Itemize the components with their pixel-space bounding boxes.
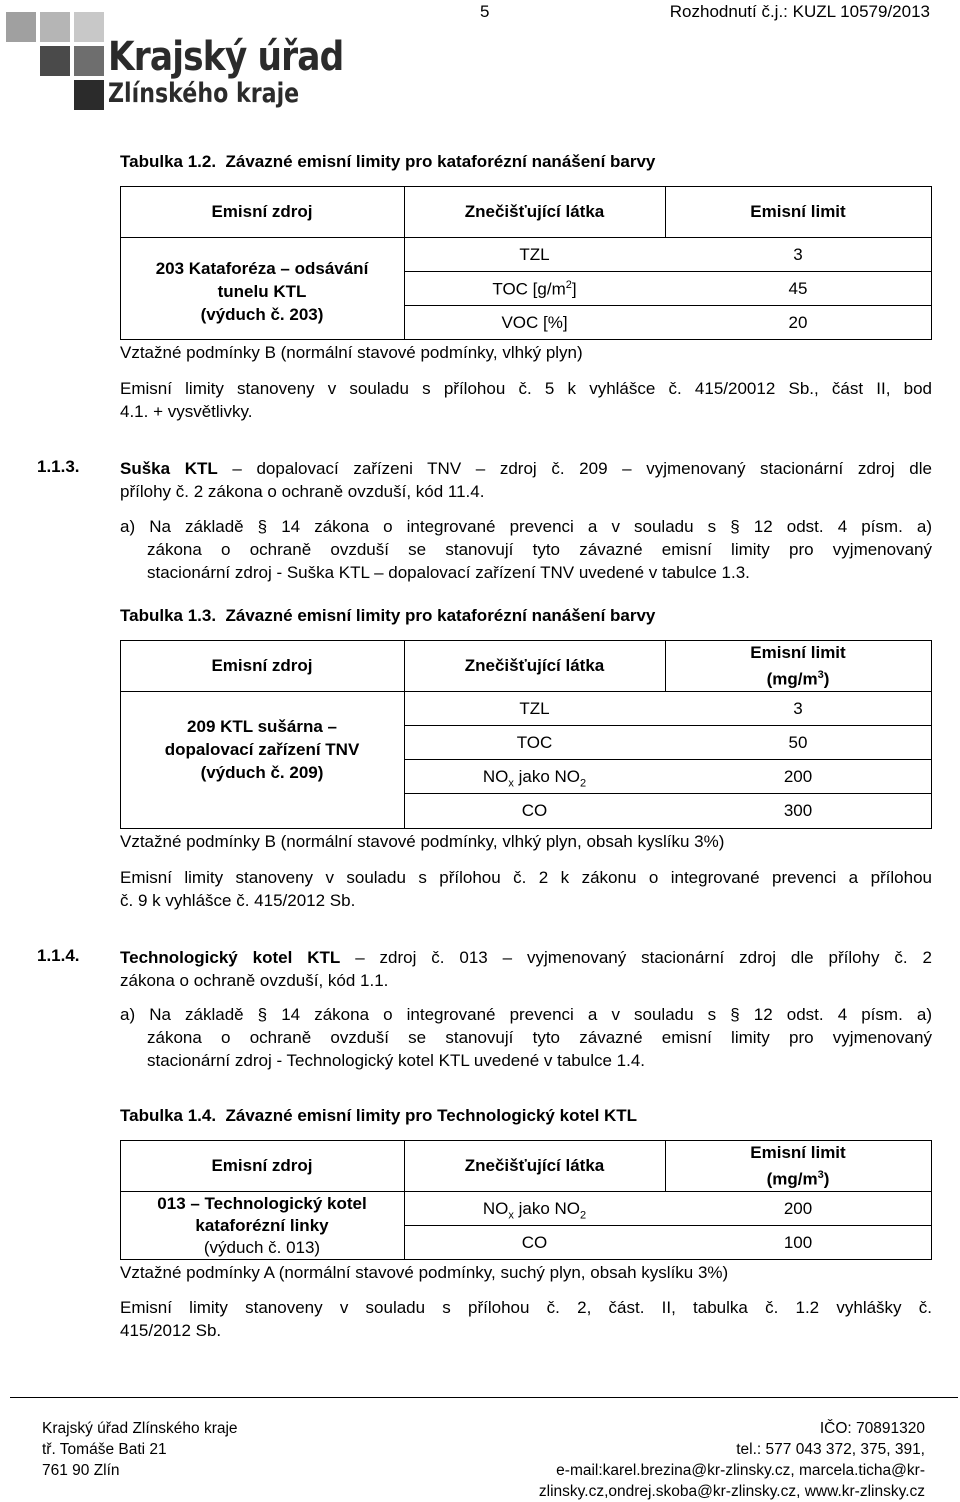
logo-square-icon bbox=[40, 46, 70, 76]
table-note: Emisní limity stanoveny v souladu s přílohou č. 5 k vyhlášce č. 415/20012 Sb., část II, bod 4.1. + vysvětlivky. bbox=[120, 379, 932, 421]
limit-cell: 20 bbox=[788, 313, 808, 332]
pollutant-cell: CO bbox=[521, 801, 548, 820]
footer-divider bbox=[10, 1397, 958, 1398]
table-caption: Tabulka 1.3. Závazné emisní limity pro kataforézní nanášení barvy bbox=[120, 606, 656, 625]
section-number: 1.1.3. bbox=[37, 457, 80, 476]
reference-conditions: Vztažné podmínky B (normální stavové podmínky, vlhký plyn) bbox=[120, 343, 583, 362]
column-header-source: Emisní zdroj bbox=[211, 656, 313, 675]
emission-source: 203 Kataforéza – odsávání tunelu KTL (výduch č. 203) bbox=[155, 259, 369, 324]
paragraph: a) Na základě § 14 zákona o integrované prevenci a v souladu s § 12 odst. 4 písm. a) zákona o ochraně ovzduší se stanovují tyto závazné emisní limity pro vyjmenovaný stacionární zdroj - Suška KTL – dopalovací zařízení TNV uvedené v tabulce 1.3. bbox=[120, 517, 932, 582]
paragraph: a) Na základě § 14 zákona o integrované prevenci a v souladu s § 12 odst. 4 písm. a) zákona o ochraně ovzduší se stanovují tyto závazné emisní limity pro vyjmenovaný stacionární zdroj - Technologický kotel KTL uvedené v tabulce 1.4. bbox=[120, 1005, 932, 1070]
table-caption: Tabulka 1.4. Závazné emisní limity pro Technologický kotel KTL bbox=[120, 1106, 638, 1125]
footer-address: Krajský úřad Zlínského kraje tř. Tomáše Bati 21 761 90 Zlín bbox=[42, 1420, 238, 1479]
logo-square-icon bbox=[6, 12, 36, 42]
logo-title: Krajský úřad bbox=[108, 34, 344, 80]
reference-conditions: Vztažné podmínky A (normální stavové podmínky, suchý plyn, obsah kyslíku 3%) bbox=[120, 1263, 729, 1282]
section-number: 1.1.4. bbox=[37, 946, 80, 965]
table-note: Emisní limity stanoveny v souladu s přílohou č. 2, část. II, tabulka č. 1.2 vyhlášky č. 415/2012 Sb. bbox=[120, 1298, 932, 1340]
document-reference: Rozhodnutí č.j.: KUZL 10579/2013 bbox=[669, 2, 930, 21]
column-header-pollutant: Znečišťující látka bbox=[464, 1156, 605, 1175]
section-heading: Technologický kotel KTL – zdroj č. 013 – vyjmenovaný stacionární zdroj dle přílohy č. 2 zákona o ochraně ovzduší, kód 1.1. bbox=[120, 948, 932, 990]
column-header-source: Emisní zdroj bbox=[211, 202, 313, 221]
limit-cell: 200 bbox=[783, 767, 813, 786]
table-note: Emisní limity stanoveny v souladu s přílohou č. 2 k zákonu o integrované prevenci a přílohou č. 9 k vyhlášce č. 415/2012 Sb. bbox=[120, 868, 932, 910]
table-caption: Tabulka 1.2. Závazné emisní limity pro kataforézní nanášení barvy bbox=[120, 152, 656, 171]
logo-square-icon bbox=[74, 46, 104, 76]
footer-contact: IČO: 70891320 tel.: 577 043 372, 375, 391, e-mail:karel.brezina@kr-zlinsky.cz, marcela.ticha@kr- zlinsky.cz,ondrej.skoba@kr-zlinsky.cz, www.kr-zlinsky.cz bbox=[538, 1420, 925, 1500]
limit-cell: 300 bbox=[783, 801, 813, 820]
column-header-limit: Emisní limit bbox=[750, 202, 846, 221]
column-header-source: Emisní zdroj bbox=[211, 1156, 313, 1175]
limit-cell: 50 bbox=[788, 733, 808, 752]
page-number: 5 bbox=[480, 2, 490, 21]
logo-square-icon bbox=[40, 12, 70, 42]
limit-cell: 3 bbox=[793, 699, 803, 718]
logo-square-icon bbox=[74, 80, 104, 110]
limit-cell: 100 bbox=[783, 1233, 813, 1252]
emission-source: 013 – Technologický kotel kataforézní linky (výduch č. 013) bbox=[157, 1194, 367, 1257]
pollutant-cell: $NO_x$ jako $NO_2$ bbox=[482, 767, 587, 790]
pollutant-cell: VOC [%] bbox=[501, 313, 568, 332]
column-header-pollutant: Znečišťující látka bbox=[464, 656, 605, 675]
limit-cell: 3 bbox=[793, 245, 803, 264]
pollutant-cell: TOC $[g/m^2]$ bbox=[492, 279, 577, 299]
reference-conditions: Vztažné podmínky B (normální stavové podmínky, vlhký plyn, obsah kyslíku 3%) bbox=[120, 832, 725, 851]
column-header-pollutant: Znečišťující látka bbox=[464, 202, 605, 221]
logo-square-icon bbox=[74, 12, 104, 42]
pollutant-cell: CO bbox=[521, 1233, 548, 1252]
section-heading: Suška KTL – dopalovací zařízeni TNV – zdroj č. 209 – vyjmenovaný stacionární zdroj dle přílohy č. 2 zákona o ochraně ovzduší, kód 11.4. bbox=[120, 459, 932, 501]
pollutant-cell: $NO_x$ jako $NO_2$ bbox=[482, 1199, 587, 1222]
pollutant-cell: TZL bbox=[519, 245, 550, 264]
limit-cell: 200 bbox=[783, 1199, 813, 1218]
limit-cell: 45 bbox=[788, 279, 808, 298]
emission-source: 209 KTL sušárna – dopalovací zařízení TNV (výduch č. 209) bbox=[164, 717, 360, 782]
pollutant-cell: TZL bbox=[519, 699, 550, 718]
column-header-limit: Emisní limit $(mg/m^3)$ bbox=[750, 643, 846, 689]
column-header-limit: Emisní limit $(mg/m^3)$ bbox=[750, 1143, 846, 1189]
logo-subtitle: Zlínského kraje bbox=[108, 78, 300, 109]
pollutant-cell: TOC bbox=[516, 733, 553, 752]
